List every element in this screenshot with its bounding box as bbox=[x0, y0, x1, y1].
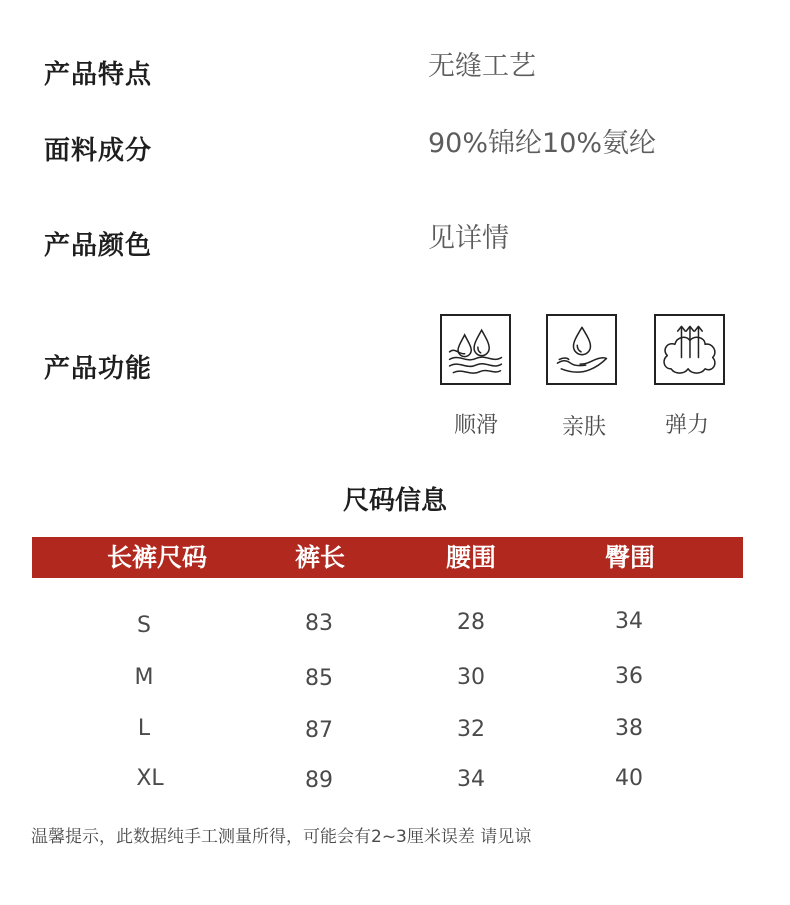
spec-label-fabric: 面料成分 bbox=[44, 136, 153, 166]
cell-size: M bbox=[134, 665, 154, 690]
cell-waist: 28 bbox=[457, 610, 485, 635]
cell-hip: 38 bbox=[615, 716, 643, 741]
function-label-skin-friendly: 亲肤 bbox=[561, 415, 606, 440]
function-label-elastic: 弹力 bbox=[664, 413, 709, 438]
cell-length: 83 bbox=[305, 611, 333, 636]
size-info-title: 尺码信息 bbox=[342, 486, 447, 516]
cell-length: 85 bbox=[305, 666, 333, 691]
spec-value-feature: 无缝工艺 bbox=[428, 51, 536, 82]
cloud-arrows-icon bbox=[654, 314, 725, 385]
cell-hip: 40 bbox=[615, 766, 643, 791]
cell-length: 87 bbox=[305, 718, 333, 743]
spec-value-color: 见详情 bbox=[428, 223, 509, 254]
spec-value-fabric: 90%锦纶10%氨纶 bbox=[428, 128, 657, 159]
cell-size: XL bbox=[136, 766, 164, 791]
cell-waist: 30 bbox=[457, 665, 485, 690]
size-table-header bbox=[32, 537, 743, 578]
cell-waist: 32 bbox=[457, 717, 485, 742]
cell-length: 89 bbox=[305, 768, 333, 793]
cell-size: L bbox=[137, 716, 151, 741]
cell-hip: 36 bbox=[615, 664, 643, 689]
spec-label-function: 产品功能 bbox=[44, 354, 153, 384]
spec-label-color: 产品颜色 bbox=[44, 231, 153, 261]
spec-label-feature: 产品特点 bbox=[44, 60, 153, 90]
water-drops-waves-icon bbox=[440, 314, 511, 385]
cell-hip: 34 bbox=[615, 609, 643, 634]
cell-waist: 34 bbox=[457, 767, 485, 792]
header-waist: 腰围 bbox=[445, 543, 496, 572]
water-drop-hand-icon bbox=[546, 314, 617, 385]
measurement-note: 温馨提示，此数据纯手工测量所得，可能会有2~3厘米误差 请见谅 bbox=[31, 827, 532, 847]
header-size: 长裤尺码 bbox=[106, 543, 207, 572]
function-label-smooth: 顺滑 bbox=[453, 413, 498, 438]
header-length: 裤长 bbox=[294, 543, 345, 572]
header-hip: 臀围 bbox=[604, 543, 655, 572]
cell-size: S bbox=[137, 613, 151, 638]
